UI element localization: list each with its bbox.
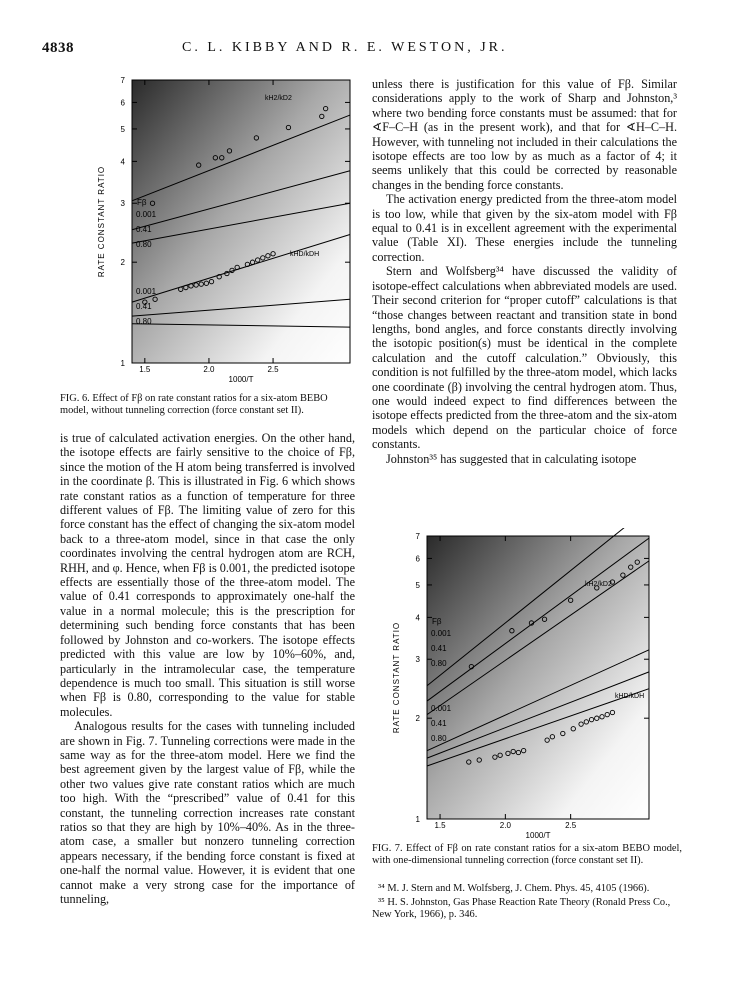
x-tick-label: 2.5 [565,821,577,830]
legend-label: 0.001 [136,210,157,219]
footnotes [372,883,682,924]
figure-7-plot [385,528,685,848]
y-tick-label: 2 [120,258,125,268]
y-tick-label: 3 [120,199,125,209]
footnote-35: ³⁵ H. S. Johnston, Gas Phase Reaction Rate Theory (Ronald Press Co., New York, 1966), p. 346. [372,897,671,921]
legend-label: 0.001 [431,629,452,638]
y-tick-label: 7 [120,76,125,85]
page-number: 4838 [42,40,74,56]
group-label-khd-kdh: kHD/kDH [615,693,645,700]
legend-label: 0.001 [431,704,452,713]
legend-label: 0.41 [431,644,447,653]
legend-label: 0.80 [431,659,447,668]
footnote-34: ³⁴ M. J. Stern and M. Wolfsberg, J. Chem. Phys. 45, 4105 (1966). [378,883,650,894]
y-axis-label: RATE CONSTANT RATIO [392,621,401,734]
y-tick-label: 6 [120,98,125,108]
y-tick-label: 5 [415,580,420,590]
y-tick-label: 3 [415,655,420,665]
y-tick-label: 5 [120,124,125,134]
y-tick-label: 6 [415,554,420,564]
right-column [372,77,677,466]
y-axis-label: RATE CONSTANT RATIO [97,165,106,278]
page-header [42,40,682,60]
plot-background [427,536,649,819]
group-label-kh2-kd2: kH2/kD2 [265,95,292,102]
figure-6-plot [60,72,370,392]
paragraph: is true of calculated activation energies. On the other hand, the isotope effects are fairly sensitive to the choice of Fβ, since the motion of the H atom being transferred is involved in the coordinate β. This is illustrated in Fig. 6 which shows rate constant ratios as a function of temperature for three different values of Fβ. The limiting value of zero for this force constant has the effect of changing the six-atom model back to a three-atom model, since in that case the only coordinates involving the central hydrogen atom are RCH, RHH, and φ. Hence, when Fβ is 0.001, the predicted isotope effects are essentially those of the three-atom model. The value of 0.41 corresponds to approximately one-half the value in a normal molecule; this is the prescription for determining such bending force constants that has been followed by Johnston and co-workers. The isotope effects predicted with this value are low by 10%–60%, and, particularly in the intramolecular case, the temperature dependence is much too small. This situation is still worse when Fβ is 0.80, corresponding to the value for stable molecules. [60,431,355,719]
figure-7 [385,528,685,848]
y-tick-label: 2 [415,714,420,724]
y-tick-label: 1 [120,359,125,368]
x-axis-label: 1000/T [525,831,551,840]
running-head: C. L. KIBBY AND R. E. WESTON, JR. [182,40,508,55]
paragraph: Stern and Wolfsberg³⁴ have discussed the validity of isotope-effect calculations when abbreviated models are used. Their second criterion for “proper cutoff” calculations is that “those changes between reactant and transition state in bond lengths, bond angles, and force constants directly involving the isotopic position(s) must be identical in the complete calculation and the cutoff calculation.” Obviously, this condition is not fulfilled by the three-atom model, which lacks one coordinate (β) involving the central hydrogen atom. Thus, one would indeed expect to find differences between the isotope effects predicted from the three-atom and the six-atom models which depend on the particular choice of force constants. [372,264,677,452]
legend-label: 0.80 [431,734,447,743]
x-axis-label: 1000/T [228,375,254,384]
figure-7-caption: FIG. 7. Effect of Fβ on rate constant ratios for a six-atom BEBO model, with one-dimensional tunneling correction (force constant set II). [372,843,682,866]
y-tick-label: 1 [415,815,420,824]
x-tick-label: 1.5 [434,821,446,830]
paragraph: The activation energy predicted from the three-atom model is too low, while that given by the six-atom model with Fβ equal to 0.41 is in excellent agreement with the experimental value (Table XI). These energies include the tunneling correction. [372,192,677,264]
group-label-khd-kdh: kHD/kDH [290,251,320,258]
figure-6 [60,72,370,392]
legend-label: 0.80 [136,240,152,249]
x-tick-label: 2.0 [499,821,511,830]
y-tick-label: 4 [415,613,420,623]
legend-title: Fβ [432,617,442,626]
legend-label: 0.41 [136,302,152,311]
x-tick-label: 1.5 [139,365,151,374]
paragraph: Johnston³⁵ has suggested that in calculating isotope [386,451,637,466]
plot-background [132,80,350,363]
group-label-kh2-kd2: kH2/kD2 [585,581,612,588]
left-column [60,431,355,906]
paragraph: unless there is justification for this value of Fβ. Similar considerations apply to the work of Sharp and Johnston,³ where two bending force constants must be assumed: that for ∢F–C–H (as in the present work), and that for ∢H–C–H. However, with tunneling not included in their calculations the isotope effects are too low by as much as a factor of 4; it seems unlikely that this could be corrected by reasonable changes in the bending force constants. [372,77,677,192]
legend-label: 0.80 [136,317,152,326]
y-tick-label: 4 [120,157,125,167]
legend-label: 0.41 [136,225,152,234]
legend-label: 0.001 [136,287,157,296]
legend-label: 0.41 [431,719,447,728]
x-tick-label: 2.5 [267,365,279,374]
x-tick-label: 2.0 [203,365,215,374]
legend-title: Fβ [137,198,147,207]
y-tick-label: 7 [415,532,420,541]
figure-6-caption: FIG. 6. Effect of Fβ on rate constant ratios for a six-atom BEBO model, without tunneling correction (force constant set II). [60,393,328,416]
paragraph: Analogous results for the cases with tunneling included are shown in Fig. 7. Tunneling corrections were made in the same way as for the three-atom model. Here we find the best agreement given by the largest value of Fβ, while the other two values give rate constant ratios which are much too high. With the “prescribed” value of 0.41 for this constant, the tunneling correction increases rate constant ratios so that they are high by 10%–40%. As in the three-atom case, a smaller but nonzero tunneling correction appears necessary, if the bending force constant is fixed at one-half the normal value. However, it is evident that one cannot make a very strong case for the importance of tunneling, [60,719,355,906]
